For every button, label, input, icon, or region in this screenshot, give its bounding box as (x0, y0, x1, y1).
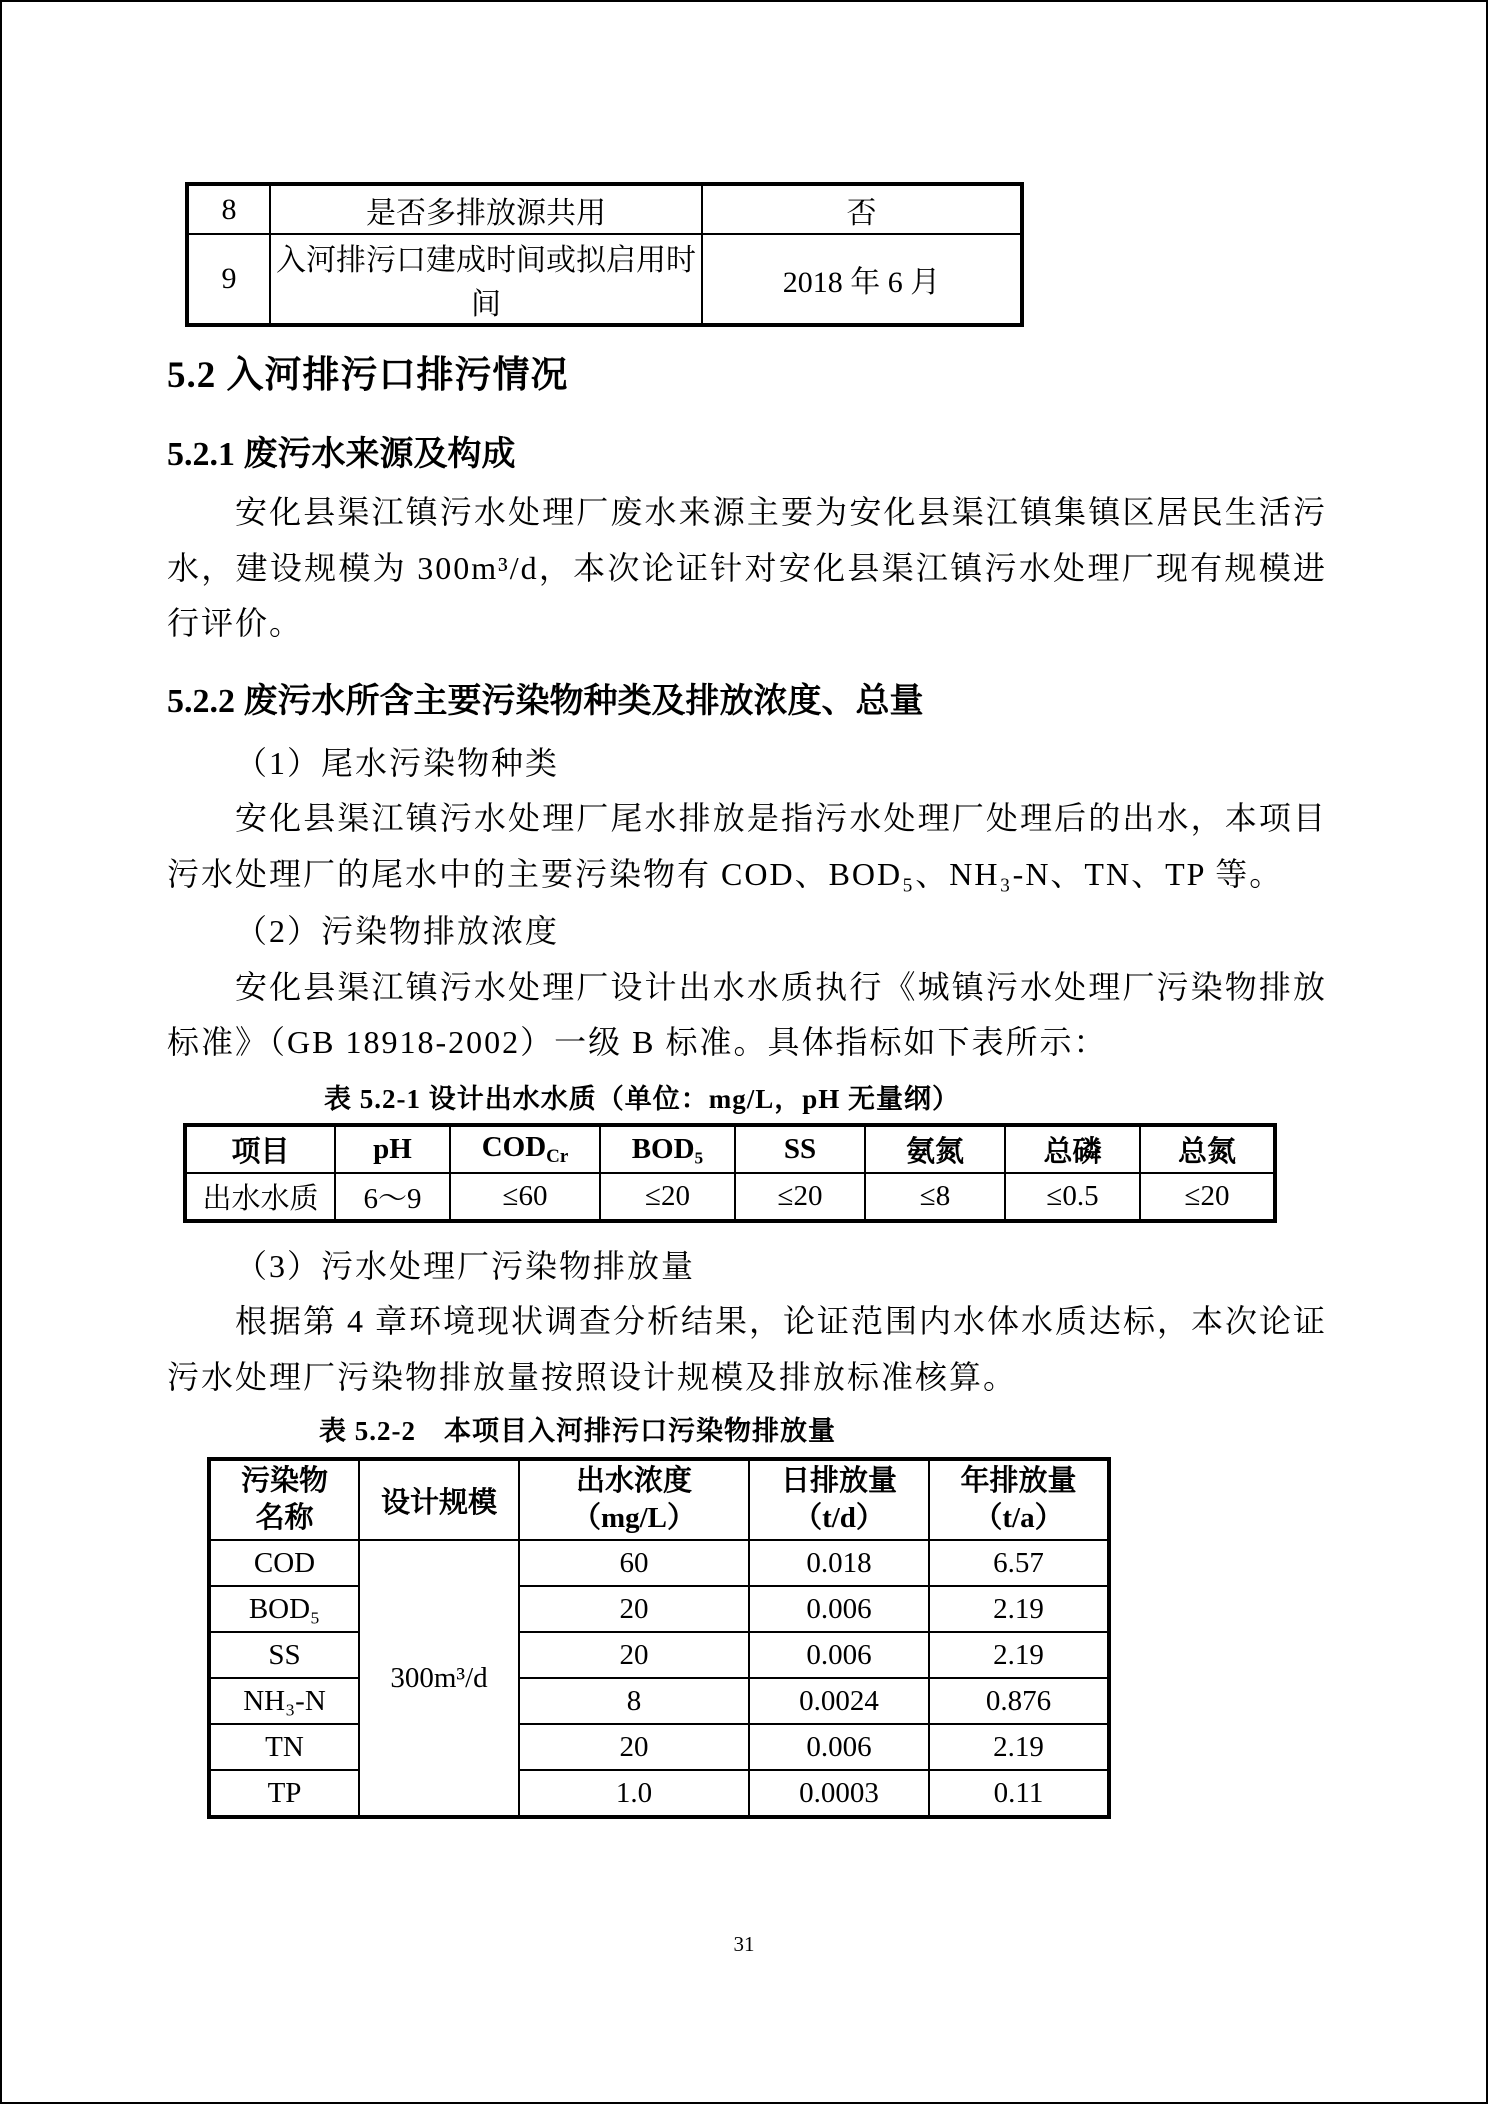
cell-pollutant: TP (209, 1770, 359, 1817)
cell-concentration: 20 (519, 1724, 749, 1770)
header-cod-subscript: Cr (546, 1145, 569, 1167)
header-bod: BOD₅ (600, 1125, 735, 1173)
cell-annual: 6.57 (929, 1540, 1109, 1586)
table-row (209, 1724, 1109, 1770)
row-value: 否 (702, 184, 1022, 234)
table-header-row (185, 1125, 1275, 1173)
cell-annual: 2.19 (929, 1632, 1109, 1678)
table-row (187, 234, 1022, 325)
row-label: 是否多排放源共用 (270, 184, 702, 234)
cell-daily: 0.006 (749, 1724, 929, 1770)
outfall-info-table (185, 182, 1024, 327)
section-heading-5-2-1: 5.2.1 废污水来源及构成 (167, 436, 516, 473)
header-cod-main: COD (481, 1130, 547, 1163)
pollutant-discharge-table (207, 1457, 1111, 1819)
header-annual-discharge (929, 1459, 1109, 1540)
cell-pollutant: BOD₅ (209, 1586, 359, 1632)
cell-concentration: 1.0 (519, 1770, 749, 1817)
header-cod (450, 1125, 600, 1173)
header-effluent-concentration (519, 1459, 749, 1540)
header-concentration-line1: 出水浓度 (575, 1465, 692, 1497)
cell-daily: 0.006 (749, 1632, 929, 1678)
paragraph-emission-calculation: 根据第 4 章环境现状调查分析结果，论证范围内水体水质达标，本次论证污水处理厂污染物排放量按照设计规模及排放标准核算。 (167, 1303, 1328, 1395)
row-number: 8 (187, 184, 270, 234)
header-pollutant-line1: 污染物 (240, 1465, 328, 1497)
cell-daily: 0.0024 (749, 1678, 929, 1724)
table-row (185, 1173, 1275, 1221)
cell-pollutant: COD (209, 1540, 359, 1586)
cell-annual: 2.19 (929, 1724, 1109, 1770)
section-heading-5-2: 5.2 入河排污口排污情况 (167, 355, 569, 396)
header-design-scale: 设计规模 (359, 1459, 519, 1540)
header-total-phosphorus: 总磷 (1005, 1125, 1140, 1173)
cell-pollutant: TN (209, 1724, 359, 1770)
cell-annual: 0.11 (929, 1770, 1109, 1817)
cell-concentration: 20 (519, 1586, 749, 1632)
table-header-row (209, 1459, 1109, 1540)
cell-bod: ≤20 (600, 1173, 735, 1221)
table-row (187, 184, 1022, 234)
section-heading-5-2-2: 5.2.2 废污水所含主要污染物种类及排放浓度、总量 (167, 682, 924, 720)
cell-item: 出水水质 (185, 1173, 335, 1221)
row-value: 2018 年 6 月 (702, 234, 1022, 325)
paragraph-wastewater-source: 安化县渠江镇污水处理厂废水来源主要为安化县渠江镇集镇区居民生活污水，建设规模为 300m³/d，本次论证针对安化县渠江镇污水处理厂现有规模进行评价。 (167, 494, 1327, 641)
header-ss: SS (735, 1125, 865, 1173)
cell-daily: 0.018 (749, 1540, 929, 1586)
cell-daily: 0.0003 (749, 1770, 929, 1817)
table-row (209, 1632, 1109, 1678)
cell-ammonia: ≤8 (865, 1173, 1005, 1221)
header-pollutant-name (209, 1459, 359, 1540)
header-pollutant-line2: 名称 (255, 1502, 314, 1534)
table-row (209, 1678, 1109, 1724)
table-5-2-2-caption: 表 5.2-2 本项目入河排污口污染物排放量 (319, 1416, 836, 1446)
cell-ph: 6～9 (335, 1173, 450, 1221)
cell-pollutant: SS (209, 1632, 359, 1678)
paragraph-discharge-standard: 安化县渠江镇污水处理厂设计出水水质执行《城镇污水处理厂污染物排放标准》（GB 18918-2002）一级 B 标准。具体指标如下表所示： (167, 968, 1327, 1060)
cell-concentration: 20 (519, 1632, 749, 1678)
cell-annual: 2.19 (929, 1586, 1109, 1632)
list-item-2: （2）污染物排放浓度 (235, 913, 560, 949)
row-label: 入河排污口建成时间或拟启用时间 (270, 234, 702, 325)
list-item-3: （3）污水处理厂污染物排放量 (235, 1247, 696, 1284)
design-effluent-quality-table (183, 1123, 1277, 1223)
header-ph: pH (335, 1125, 450, 1173)
table-row (209, 1540, 1109, 1586)
cell-total-nitrogen: ≤20 (1140, 1173, 1275, 1221)
header-ammonia: 氨氮 (865, 1125, 1005, 1173)
header-daily-discharge (749, 1459, 929, 1540)
cell-concentration: 8 (519, 1678, 749, 1724)
cell-pollutant: NH₃-N (209, 1678, 359, 1724)
cell-annual: 0.876 (929, 1678, 1109, 1724)
cell-concentration: 60 (519, 1540, 749, 1586)
cell-total-phosphorus: ≤0.5 (1005, 1173, 1140, 1221)
row-number: 9 (187, 234, 270, 325)
table-5-2-1-caption: 表 5.2-1 设计出水水质（单位：mg/L，pH 无量纲） (324, 1083, 961, 1114)
list-item-1: （1）尾水污染物种类 (235, 744, 560, 781)
cell-ss: ≤20 (735, 1173, 865, 1221)
header-annual-line2: （t/a） (973, 1502, 1064, 1534)
paragraph-tailwater-pollutants: 安化县渠江镇污水处理厂尾水排放是指污水处理厂处理后的出水，本项目污水处理厂的尾水中的主要污染物有 COD、BOD₅、NH₃-N、TN、TP 等。 (167, 800, 1327, 892)
header-item: 项目 (185, 1125, 335, 1173)
design-scale-cell: 300m³/d (359, 1540, 519, 1817)
header-daily-line2: （t/d） (793, 1502, 885, 1534)
table-row (209, 1586, 1109, 1632)
cell-daily: 0.006 (749, 1586, 929, 1632)
page-number: 31 (733, 1932, 755, 1956)
table-row (209, 1770, 1109, 1817)
cell-cod: ≤60 (450, 1173, 600, 1221)
header-annual-line1: 年排放量 (960, 1465, 1077, 1497)
header-concentration-line2: （mg/L） (571, 1502, 697, 1534)
header-total-nitrogen: 总氮 (1140, 1125, 1275, 1173)
header-daily-line1: 日排放量 (780, 1465, 897, 1497)
